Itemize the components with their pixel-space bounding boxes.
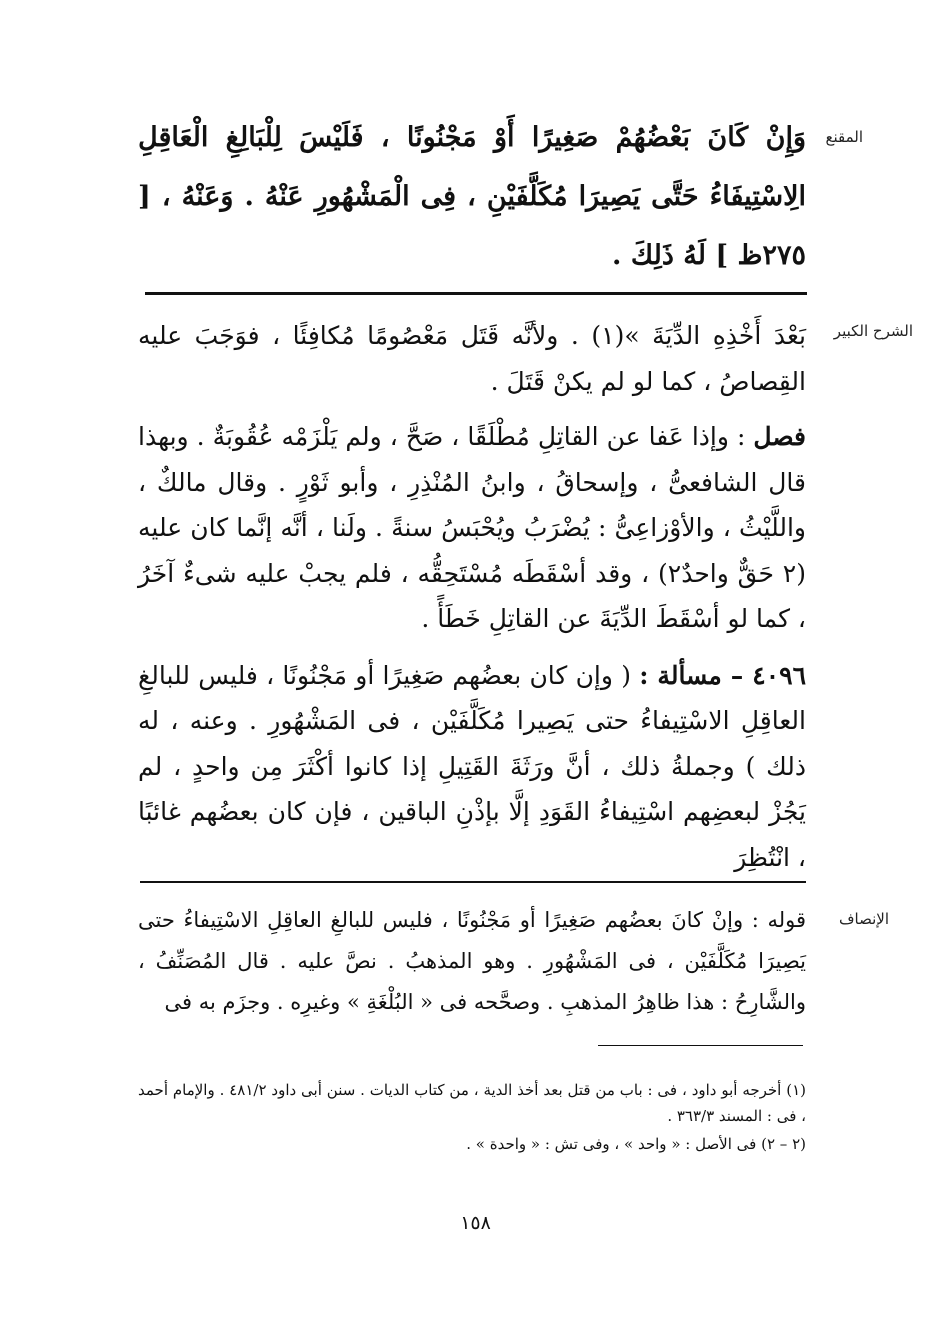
section-divider	[145, 292, 807, 295]
sharh-text	[138, 313, 806, 880]
masala-heading: ٤٠٩٦ – مسألة :	[639, 660, 806, 690]
footnote-divider	[598, 1045, 803, 1046]
footnote-1: (١) أخرجه أبو داود ، فى : باب من قتل بعد أخذ الدية ، من كتاب الديات . سنن أبى داود ٤٨١/٢ . والإمام أحمد ، فى : المسند ٣٦٣/٣ .	[138, 1081, 806, 1125]
section-label-insaf: الإنصاف	[838, 910, 889, 928]
muqni-paragraph: وَإِنْ كَانَ بَعْضُهُمْ صَغِيرًا أَوْ مَجْنُونًا ، فَلَيْسَ لِلْبَالِغِ الْعَاقِلِ الِاسْتِيفَاءُ حَتَّى يَصِيرَا مُكَلَّفَيْنِ ، فِى الْمَشْهُورِ عَنْهُ . وَعَنْهُ ، [ ٢٧٥ظ ] لَهُ ذَلِكَ .	[138, 122, 806, 271]
footnotes	[138, 1077, 806, 1159]
footnote-2: (٢ – ٢) فى الأصل : « واحد » ، وفى تش : « واحدة » .	[466, 1135, 806, 1153]
insaf-paragraph: قوله : وإنْ كانَ بعضُهم صَغِيرًا أو مَجْنُونًا ، فليس للبالغِ العاقِلِ الاسْتِيفاءُ حتى يَصِيرَا مُكَلَّفَيْن ، فى المَشْهُورِ . وهو المذهبُ . نصَّ عليه . قال المُصَنِّفُ ، والشَّارِحُ : هذا ظاهِرُ المذهبِ . وصحَّحه فى « البُلْغَةِ » وغيرِه . وجزَم به فى	[138, 908, 806, 1014]
fasl-body: : وإذا عَفا عن القاتِلِ مُطْلَقًا ، صَحَّ ، ولم يَلْزَمْه عُقُوبَةٌ . وبهذا قال الشافعىُّ ، وإسحاقُ ، وابنُ المُنْذِرِ ، وأبو ثَوْرٍ . وقال مالكٌ ، واللَّيْثُ ، والأوْزاعِىُّ : يُضْرَبُ ويُحْبَسُ سنةً . ولَنا ، أنَّه إنَّما كان عليه (٢ حَقٌّ واحدٌ٢) ، وقد أسْقَطَه مُسْتَحِقُّه ، فلم يجبْ عليه شىءٌ آخَرُ ، كما لو أسْقَطَ الدِّيَةَ عن القاتِلِ خَطَأً .	[138, 422, 806, 633]
muqni-text	[138, 108, 806, 285]
fasl-heading: فصل	[753, 422, 806, 451]
masala-body: ( وإن كان بعضُهم صَغِيرًا أو مَجْنُونًا ، فليس للبالغِ العاقِلِ الاسْتِيفاءُ حتى يَصِيرا مُكَلَّفَيْن ، فى المَشْهُورِ . وعنه ، له ذلك ) وجملةُ ذلك ، أنَّ ورَثَةَ القَتِيلِ إذا كانوا أكْثَرَ مِن واحدٍ ، لم يَجُزْ لبعضِهم اسْتِيفاءُ القَوَدِ إلَّا بإذْنِ الباقين ، فإن كان بعضُهم غائبًا ، انْتُظِرَ	[138, 660, 806, 872]
insaf-text	[138, 900, 806, 1023]
section-divider-insaf	[140, 881, 806, 883]
section-label-muqni: المقنع	[825, 128, 863, 146]
section-label-sharh: الشرح الكبير	[833, 322, 913, 340]
sharh-paragraph-3	[138, 653, 806, 881]
sharh-paragraph-1: بَعْدَ أَخْذِهِ الدِّيَةَ »(١) . ولأنَّه قَتَل مَعْصُومًا مُكافِئًا ، فوَجَبَ عليه القِصاصُ ، كما لو لم يكنْ قَتَلَ .	[138, 321, 807, 396]
sharh-paragraph-2	[138, 414, 806, 642]
page-number: ١٥٨	[460, 1212, 491, 1234]
